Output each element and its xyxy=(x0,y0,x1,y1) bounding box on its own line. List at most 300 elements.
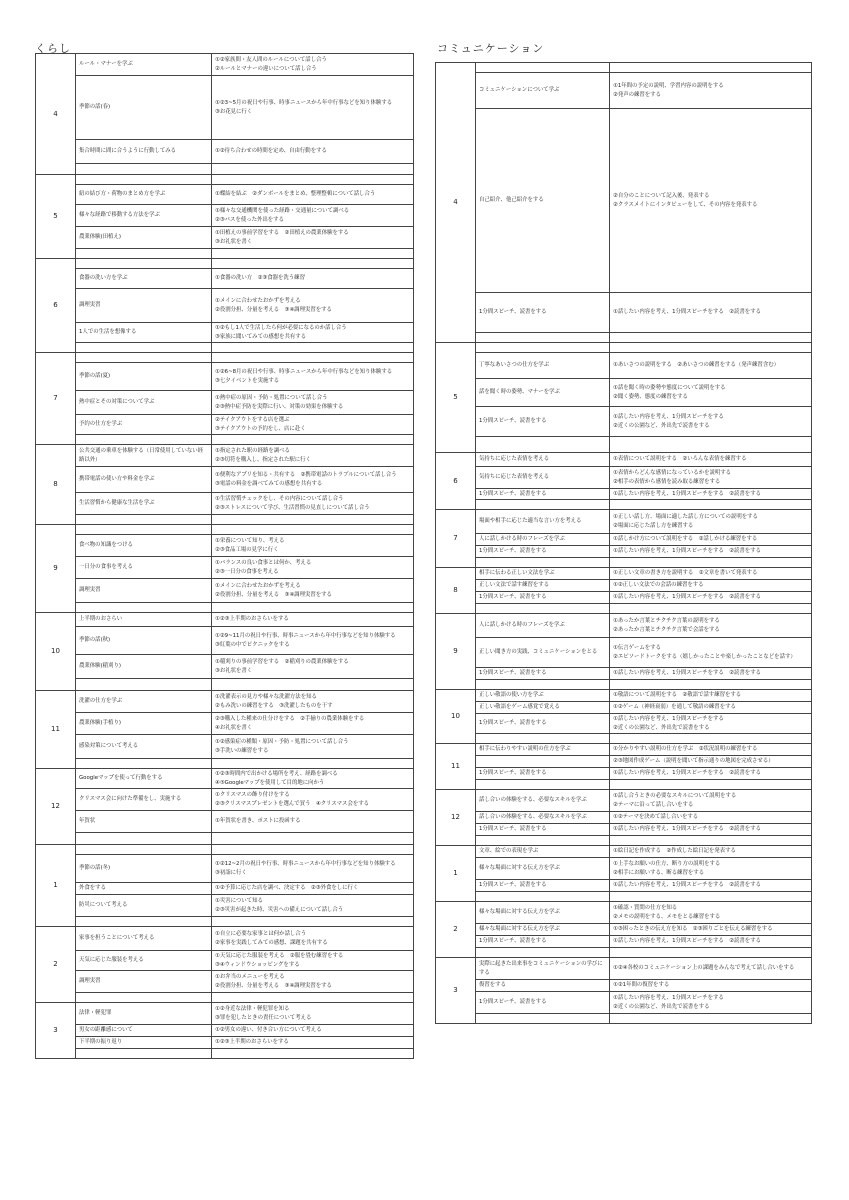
table-row xyxy=(36,895,414,917)
activity-line: ③テイクアウトの予約をし、店に赴く xyxy=(215,425,306,432)
month-cell: 4 xyxy=(36,54,76,175)
activity-cell xyxy=(610,980,812,992)
table-row xyxy=(36,175,414,185)
activity-cell xyxy=(212,435,414,445)
activity-cell xyxy=(212,971,414,993)
activity-line: ①表情について説明をする ②いろんな表情を練習する xyxy=(613,456,747,463)
topic-cell: 復習をする xyxy=(476,980,610,992)
month-cell: 8 xyxy=(36,445,76,525)
activity-line: ②③一日分の食事を考える xyxy=(215,568,279,575)
activity-cell xyxy=(212,951,414,971)
activity-line: ①話したい内容を考え、1分間スピーチをする ②読書をする xyxy=(613,309,761,316)
table-row xyxy=(436,63,812,73)
activity-line: ②自分のことについて記入後、発表する xyxy=(613,193,710,200)
activity-cell xyxy=(212,691,414,713)
activity-line: ①話したい内容を考え、1分間スピーチをする ②読書をする xyxy=(613,670,761,677)
table-row xyxy=(436,756,812,768)
activity-line: ②近くの公園など、外出先で読書をする xyxy=(613,1003,710,1010)
activity-cell xyxy=(610,690,812,702)
table-row xyxy=(436,992,812,1014)
topic-cell: 農業体験(田植え) xyxy=(76,227,212,249)
table-row xyxy=(436,353,812,379)
table-row xyxy=(36,353,414,363)
topic-cell: 1分間スピーチ、読書をする xyxy=(476,824,610,836)
activity-cell xyxy=(610,668,812,680)
activity-cell xyxy=(610,604,812,614)
topic-cell: 話し合いの体験をする、必要なスキルを学ぶ xyxy=(476,790,610,812)
table-row xyxy=(436,1014,812,1024)
activity-cell xyxy=(212,185,414,205)
month-cell: 5 xyxy=(36,175,76,259)
table-row xyxy=(36,249,414,259)
activity-line: ②エピソードトークをする（嬉しかったことや楽しかったことなどを話す） xyxy=(613,653,796,660)
topic-cell xyxy=(76,353,212,363)
month-cell: 9 xyxy=(436,614,476,690)
activity-cell xyxy=(212,613,414,627)
activity-cell xyxy=(212,227,414,249)
table-row xyxy=(36,927,414,951)
activity-cell xyxy=(610,790,812,812)
table-row xyxy=(36,525,414,535)
topic-cell xyxy=(476,437,610,453)
activity-line: ①②正しい文法での会話の練習をする xyxy=(613,582,704,589)
activity-line: ③紅葉の中でピクニックをする xyxy=(215,641,290,648)
topic-cell xyxy=(76,435,212,445)
activity-line: ②家事を実践してみての感想、課題を共有する xyxy=(215,939,328,946)
activity-line: ③初詣に行く xyxy=(215,869,247,876)
table-row xyxy=(36,54,414,76)
topic-cell: Googleマップを使って行動をする xyxy=(76,769,212,789)
activity-line: ②テイクアウトをする店を選ぶ xyxy=(215,417,290,424)
table-row xyxy=(436,858,812,880)
topic-cell: 1分間スピーチ、読書をする xyxy=(476,668,610,680)
topic-cell: 相手に伝わる正しい文法を学ぶ xyxy=(476,568,610,580)
topic-cell xyxy=(76,833,212,845)
activity-line: ①話を聞く時の姿勢や態度について説明をする xyxy=(613,385,726,392)
topic-cell: 1分間スピーチ、読書をする xyxy=(476,592,610,604)
topic-cell xyxy=(476,558,610,568)
topic-cell xyxy=(76,993,212,1003)
topic-cell: 場面や相手に応じた適当な言い方を考える xyxy=(476,510,610,534)
activity-cell xyxy=(212,164,414,175)
table-row xyxy=(36,435,414,445)
activity-line: ②③ストレスについて学び、生活習慣の見直しについて話し合う xyxy=(215,504,370,511)
activity-cell xyxy=(610,702,812,714)
activity-cell xyxy=(212,735,414,759)
topic-cell: 調理実習 xyxy=(76,579,212,603)
communication-table xyxy=(435,62,812,1024)
topic-cell: 正しい聞き方の実践、コミュニケーションをとる xyxy=(476,638,610,668)
table-row xyxy=(436,668,812,680)
activity-cell xyxy=(212,811,414,833)
topic-cell xyxy=(76,343,212,353)
activity-cell xyxy=(212,895,414,917)
table-row xyxy=(436,534,812,546)
activity-line: ②③購入した種来の仕分けをする ②手揃りの農業体験をする xyxy=(215,716,365,723)
activity-line: ①上手なお願いの仕方、断り方の説明をする xyxy=(613,861,721,868)
activity-line: ②ルールとマナーの違いについて話し合う xyxy=(215,65,317,72)
activity-line: ②あったか言葉とチクチク言葉で会話をする xyxy=(613,626,720,633)
activity-cell xyxy=(212,175,414,185)
activity-cell xyxy=(610,109,812,293)
table-row xyxy=(36,691,414,713)
activity-line: ③④ウィンドウショッピングをする xyxy=(215,961,300,968)
topic-cell: 様々な経路で移動する方法を学ぶ xyxy=(76,205,212,227)
activity-line: ①生活習慣チェックをし、その内容について話し合う xyxy=(215,496,344,503)
activity-cell xyxy=(212,205,414,227)
activity-cell xyxy=(212,1025,414,1037)
table-row xyxy=(436,558,812,568)
activity-line: ②近くの公園など、外出先で読書をする xyxy=(613,422,710,429)
topic-cell: 公共交通の乗車を体験する（日常使用していない経路以外） xyxy=(76,445,212,467)
month-cell: 8 xyxy=(436,568,476,614)
activity-cell xyxy=(212,289,414,323)
topic-cell: 様々な場面に対する伝え方を学ぶ xyxy=(476,858,610,880)
activity-line: ③お花見に行く xyxy=(215,108,253,115)
activity-line: ②クラスメイトにインタビューをして、その内容を発表する xyxy=(613,201,758,208)
table-row xyxy=(436,580,812,592)
activity-cell xyxy=(610,343,812,353)
activity-line: ③手洗いの練習をする xyxy=(215,747,269,754)
activity-cell xyxy=(212,655,414,679)
table-row xyxy=(36,445,414,467)
table-row xyxy=(36,769,414,789)
table-row xyxy=(436,407,812,437)
table-row xyxy=(436,592,812,604)
activity-line: ③電話の料金を調べてみての感想を共有する xyxy=(215,480,323,487)
activity-line: ①お弁当のメニューを考える xyxy=(215,974,285,981)
topic-cell: 季節の話(秋) xyxy=(76,627,212,655)
month-cell: 7 xyxy=(436,510,476,568)
activity-cell xyxy=(212,579,414,603)
activity-cell xyxy=(610,714,812,734)
activity-cell xyxy=(610,558,812,568)
activity-cell xyxy=(610,768,812,780)
topic-cell: 気持ちに応じた表情を考える xyxy=(476,453,610,467)
topic-cell: クリスマス会に向けた準備をし、実施する xyxy=(76,789,212,811)
activity-cell xyxy=(212,855,414,883)
activity-cell xyxy=(610,936,812,948)
activity-line: ①話したい内容を考え、1分間スピーチをする xyxy=(613,995,724,1002)
activity-cell xyxy=(610,546,812,558)
topic-cell xyxy=(76,845,212,855)
activity-line: ①クリスマスの飾り付けをする xyxy=(215,792,290,799)
topic-cell: 話を聞く時の姿勢、マナーを学ぶ xyxy=(476,379,610,407)
activity-cell xyxy=(212,845,414,855)
activity-line: ①②テーマを決めて話し合いをする xyxy=(613,814,699,821)
topic-cell: 季節の話(春) xyxy=(76,76,212,140)
activity-line: ①②④各校のコミュニケーション上の課題をみんなで考えて話し合いをする xyxy=(613,965,795,972)
table-row xyxy=(36,493,414,515)
activity-cell xyxy=(212,391,414,415)
activity-cell xyxy=(212,627,414,655)
table-row xyxy=(436,343,812,353)
topic-cell: 1分間スピーチ、読書をする xyxy=(476,407,610,437)
topic-cell: 1分間スピーチ、読書をする xyxy=(476,880,610,892)
table-row xyxy=(36,1037,414,1049)
table-row xyxy=(436,790,812,812)
activity-line: ①②9~11月の祝日や行事、時事ニュースから年中行事などを知り体験する xyxy=(215,633,396,640)
table-row xyxy=(436,824,812,836)
activity-line: ①あいさつの説明をする ②あいさつの練習をする（発声練習含む） xyxy=(613,362,779,369)
activity-line: ①②③時間内で出かける場所を考え、経路を調べる xyxy=(215,771,338,778)
topic-cell: 感染対策について考える xyxy=(76,735,212,759)
activity-line: ①話したい内容を考え、1分間スピーチをする ②読書をする xyxy=(613,490,761,497)
table-row xyxy=(36,971,414,993)
topic-cell: 1分間スピーチ、読書をする xyxy=(476,936,610,948)
activity-line: ①③困ったときの伝え方を知る ②③困りごとを伝える練習をする xyxy=(613,926,773,933)
activity-cell xyxy=(610,846,812,858)
table-row xyxy=(36,1049,414,1059)
activity-line: ①稲刈りの事前学習をする ②稲刈りの農業体験をする xyxy=(215,659,349,666)
table-row xyxy=(36,205,414,227)
topic-cell: 正しい敬語の使い方を学ぶ xyxy=(476,690,610,702)
activity-cell xyxy=(212,759,414,769)
activity-line: ④⑤Googleマップを使用して目的地に向かう xyxy=(215,779,325,786)
activity-line: ①話したい内容を考え、1分間スピーチをする ②読書をする xyxy=(613,594,761,601)
activity-cell xyxy=(610,453,812,467)
table-row xyxy=(436,702,812,714)
table-row xyxy=(36,227,414,249)
topic-cell xyxy=(76,164,212,175)
table-row xyxy=(436,379,812,407)
activity-line: ①栄養について知り、考える xyxy=(215,538,285,545)
activity-line: ①話したい内容を考え、1分間スピーチをする ②読書をする xyxy=(613,938,761,945)
topic-cell xyxy=(476,604,610,614)
table-row xyxy=(436,780,812,790)
topic-cell: 天気に応じた服装を考える xyxy=(76,951,212,971)
activity-cell xyxy=(610,407,812,437)
activity-cell xyxy=(610,467,812,489)
activity-cell xyxy=(610,858,812,880)
activity-line: ②③食品工場の見学に行く xyxy=(215,546,279,553)
activity-line: ②相手にお願いする、断る練習をする xyxy=(613,869,705,876)
activity-line: ①メインに合わせたおかずを考える xyxy=(215,583,301,590)
topic-cell: 1分間スピーチ、読書をする xyxy=(476,546,610,558)
topic-cell: 一日分の食事を考える xyxy=(76,557,212,579)
month-cell: 3 xyxy=(36,1003,76,1059)
activity-cell xyxy=(610,614,812,638)
topic-cell: 法律・軽犯罪 xyxy=(76,1003,212,1025)
topic-cell: 季節の話(冬) xyxy=(76,855,212,883)
activity-line: ①熱中症の原因・予防・処置について話し合う xyxy=(215,395,328,402)
month-cell: 7 xyxy=(36,353,76,445)
topic-cell xyxy=(76,1049,212,1059)
topic-cell: 文章、絵での表現を学ぶ xyxy=(476,846,610,858)
topic-cell: 1分間スピーチ、読書をする xyxy=(476,293,610,333)
topic-cell: 生活習慣から健康な生活を学ぶ xyxy=(76,493,212,515)
activity-line: ①話したい内容を考え、1分間スピーチをする ②読書をする xyxy=(613,826,761,833)
activity-line: ①メインに合わせたおかずを考える xyxy=(215,298,301,305)
kurashi-table xyxy=(35,53,414,1059)
topic-cell: 食器の洗い方を学ぶ xyxy=(76,269,212,289)
topic-cell: 年賀状 xyxy=(76,811,212,833)
table-row xyxy=(36,535,414,557)
activity-cell xyxy=(212,76,414,140)
table-row xyxy=(36,557,414,579)
month-cell: 11 xyxy=(436,744,476,790)
activity-cell xyxy=(610,568,812,580)
topic-cell xyxy=(476,500,610,510)
activity-line: ①話したい内容を考え、1分間スピーチをする ②読書をする xyxy=(613,882,761,889)
table-row xyxy=(436,510,812,534)
activity-cell xyxy=(212,445,414,467)
activity-cell xyxy=(212,140,414,164)
table-row xyxy=(36,515,414,525)
activity-line: ①②12~2月の祝日や行事、時事ニュースから年中行事などを知り体験する xyxy=(215,861,396,868)
activity-cell xyxy=(212,415,414,435)
topic-cell xyxy=(76,525,212,535)
activity-line: ①②予算に応じた店を調べ、決定する ②③外食をしに行く xyxy=(215,885,359,892)
activity-line: ①話したい内容を考え、1分間スピーチをする ②読書をする xyxy=(613,770,761,777)
table-row xyxy=(436,614,812,638)
topic-cell: 人に話しかける時のフレーズを学ぶ xyxy=(476,534,610,546)
topic-cell: 1分間スピーチ、読書をする xyxy=(476,714,610,734)
topic-cell xyxy=(476,63,610,73)
activity-cell xyxy=(610,63,812,73)
table-row xyxy=(36,993,414,1003)
activity-line: ①話し合うときの必要なスキルについて説明をする xyxy=(613,793,737,800)
table-row xyxy=(436,880,812,892)
activity-cell xyxy=(212,917,414,927)
topic-cell: 洗濯の仕方を学ぶ xyxy=(76,691,212,713)
activity-line: ④お礼状を書く xyxy=(215,724,253,731)
activity-cell xyxy=(212,557,414,579)
topic-cell: 調理実習 xyxy=(76,289,212,323)
table-row xyxy=(36,185,414,205)
topic-cell: 正しい敬語をゲーム感覚で覚える xyxy=(476,702,610,714)
table-row xyxy=(36,679,414,691)
activity-cell xyxy=(212,323,414,343)
table-row xyxy=(36,269,414,289)
topic-cell: 季節の話(夏) xyxy=(76,363,212,391)
table-row xyxy=(436,892,812,902)
activity-line: ①絵日記を作成する ②作成した絵日記を発表する xyxy=(613,848,736,855)
activity-line: ①指定された駅の経路を調べる xyxy=(215,448,290,455)
activity-cell xyxy=(212,269,414,289)
table-row xyxy=(436,812,812,824)
table-row xyxy=(36,655,414,679)
activity-cell xyxy=(610,1014,812,1024)
activity-cell xyxy=(212,833,414,845)
topic-cell xyxy=(76,175,212,185)
activity-line: ①話したい内容を考え、1分間スピーチをする xyxy=(613,716,724,723)
table-row xyxy=(436,714,812,734)
table-row xyxy=(436,73,812,109)
activity-line: ①敬語について説明をする ②敬語で話す練習をする xyxy=(613,692,742,699)
activity-line: ①様々な交通機関を使った経路・交通量について調べる xyxy=(215,208,350,215)
activity-line: ①②身近な法律・軽犯罪を知る xyxy=(215,1006,290,1013)
topic-cell: 集合時間に間に合うように行動してみる xyxy=(76,140,212,164)
table-row xyxy=(36,759,414,769)
activity-line: ①あったか言葉とチクチク言葉の説明をする xyxy=(613,618,720,625)
month-cell: 11 xyxy=(36,691,76,769)
activity-line: ②③クリスマスプレゼントを選んで買う ④クリスマス会をする xyxy=(215,800,370,807)
activity-cell xyxy=(610,592,812,604)
activity-line: ①話しかけ方について説明をする ②話しかける練習をする xyxy=(613,536,758,543)
month-cell: 3 xyxy=(436,958,476,1024)
table-row xyxy=(436,453,812,467)
table-row xyxy=(436,109,812,293)
activity-line: ①正しい文章の書き方を説明する ②文章を書いて発表する xyxy=(613,570,758,577)
activity-line: ②発声の練習をする xyxy=(613,91,661,98)
activity-cell xyxy=(610,744,812,756)
table-row xyxy=(36,363,414,391)
table-row xyxy=(36,713,414,735)
activity-cell xyxy=(212,679,414,691)
activity-line: ①②もし1人で生活したら何が必要になるのか話し合う xyxy=(215,325,347,332)
table-row xyxy=(36,811,414,833)
table-row xyxy=(436,948,812,958)
communication-title: コミュニケーション xyxy=(437,42,545,55)
activity-cell xyxy=(610,489,812,500)
activity-line: ①②男女の違い、付き合い方について考える xyxy=(215,1027,322,1034)
topic-cell: 防災について考える xyxy=(76,895,212,917)
topic-cell xyxy=(76,603,212,613)
table-row xyxy=(436,467,812,489)
activity-cell xyxy=(610,638,812,668)
activity-line: ②聞く姿勢、態度の練習をする xyxy=(613,393,688,400)
activity-line: ①洗濯表示の見方や様々な洗濯方法を知る xyxy=(215,694,317,701)
activity-cell xyxy=(212,343,414,353)
activity-line: ②③バスを使った外出をする xyxy=(215,216,284,223)
activity-cell xyxy=(212,493,414,515)
activity-line: ①②③上半期のおさらいをする xyxy=(215,616,289,623)
topic-cell: 人に話しかける時のフレーズを学ぶ xyxy=(476,614,610,638)
activity-line: ①天気に応じた服装を考える ②服を畳む練習をする xyxy=(215,953,344,960)
topic-cell: 気持ちに応じた表情を考える xyxy=(476,467,610,489)
activity-line: ①②③上半期のおさらいをする xyxy=(215,1039,289,1046)
activity-cell xyxy=(212,789,414,811)
table-row xyxy=(36,845,414,855)
activity-cell xyxy=(610,580,812,592)
table-row xyxy=(436,836,812,846)
activity-line: ②近くの公園など、外出先で読書をする xyxy=(613,724,710,731)
topic-cell: 男女の距離感について xyxy=(76,1025,212,1037)
month-cell: 10 xyxy=(436,690,476,744)
topic-cell xyxy=(76,759,212,769)
activity-line: ①食器の洗い方 ②③食器を洗う練習 xyxy=(215,275,305,282)
table-row xyxy=(36,391,414,415)
table-row xyxy=(436,924,812,936)
activity-line: ②③地図作成ゲーム（説明を聞いて指示通りの地図を完成させる） xyxy=(613,758,774,765)
month-cell: 12 xyxy=(436,790,476,846)
table-row xyxy=(36,343,414,353)
topic-cell: 家事を担うことについて考える xyxy=(76,927,212,951)
activity-cell xyxy=(610,892,812,902)
activity-line: ③罪を犯したときの責任について考える xyxy=(215,1014,312,1021)
topic-cell xyxy=(76,259,212,269)
table-row xyxy=(436,489,812,500)
activity-cell xyxy=(212,603,414,613)
month-cell: 6 xyxy=(436,453,476,510)
activity-line: ②場面に応じた話し方を練習する xyxy=(613,522,694,529)
table-row xyxy=(436,604,812,614)
topic-cell: 1分間スピーチ、読書をする xyxy=(476,992,610,1014)
topic-cell: 調理実習 xyxy=(76,971,212,993)
activity-cell xyxy=(212,535,414,557)
activity-line: ②役割分担、分量を考える ③④調理実習をする xyxy=(215,982,332,989)
activity-cell xyxy=(610,293,812,333)
activity-cell xyxy=(212,1003,414,1025)
table-row xyxy=(436,546,812,558)
activity-line: ②相手の表情から感情を読み取る練習をする xyxy=(613,478,721,485)
topic-cell: 正しい文法で話す練習をする xyxy=(476,580,610,592)
activity-line: ①蝶結を結ぶ ②ダンボールをまとめ、整理整頓について話し合う xyxy=(215,191,376,198)
activity-line: ②③切符を購入し、指定された駅に行く xyxy=(215,456,311,463)
activity-line: ③家族に聞いてみての感想を共有する xyxy=(215,333,307,340)
activity-cell xyxy=(610,353,812,379)
